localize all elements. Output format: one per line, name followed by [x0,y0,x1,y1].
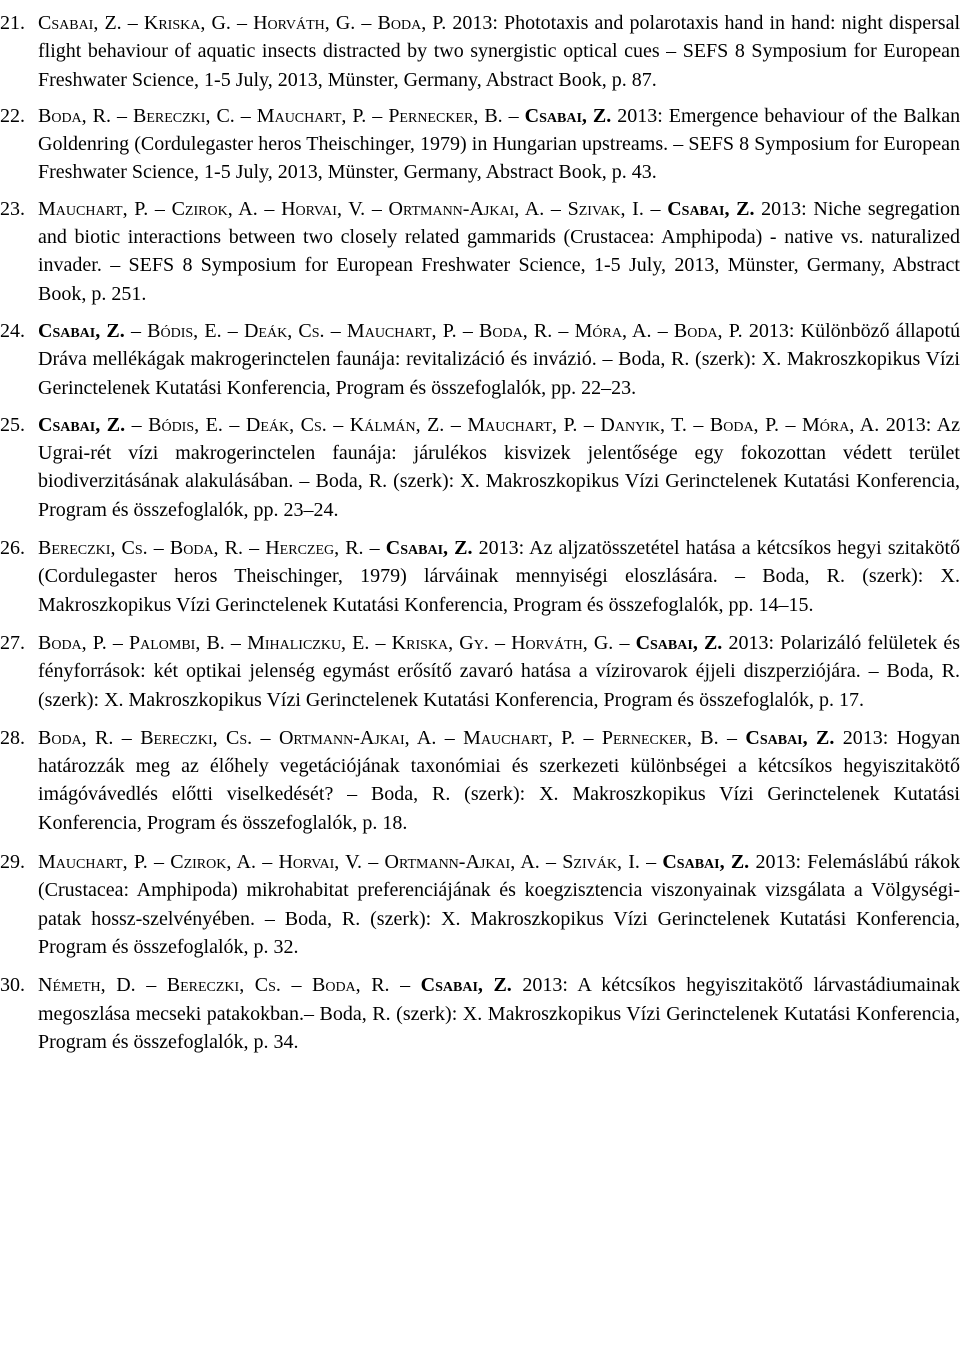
reference-author: Boda, R. [479,319,553,342]
reference-author: Szivak, I. [567,197,644,220]
reference-author: Ortmann-Ajkai, A. [388,197,545,220]
author-separator: – [255,851,279,874]
author-separator: – [575,726,602,749]
reference-author: Csabai, Z. [745,726,835,749]
author-separator: – [147,851,171,874]
reference-author: Boda, P. [673,319,743,342]
reference-author: Boda, P. [38,631,107,654]
reference-entry [0,971,960,1056]
reference-entry [0,848,960,961]
reference-author: Ortmann-Ajkai, A. [384,851,540,874]
author-separator: – [539,851,563,874]
reference-author: Bereczki, Cs. [140,726,253,749]
author-separator: – [365,197,389,220]
author-separator: – [436,726,464,749]
reference-number: 27. [0,631,25,654]
author-separator: – [552,319,575,342]
reference-author: Bereczki, Cs. [166,974,281,997]
author-separator: – [125,413,149,436]
reference-author: Csabai, Z. [667,197,755,220]
reference-entry [0,411,960,524]
reference-number: 22. [0,104,25,127]
reference-number: 29. [0,851,25,874]
reference-entry [0,534,960,619]
reference-number: 26. [0,537,25,560]
author-separator: – [444,413,468,436]
reference-author: Horvai, V. [278,851,363,874]
reference-body [38,317,960,402]
author-separator: – [257,197,282,220]
reference-author: Horváth, G. [511,631,614,654]
reference-author: Bódis, E. [148,413,223,436]
reference-author: Csabai, Z. [635,631,723,654]
reference-text: 2013: Az Ugrai-rét vízi makrogerinctelen faunája: járulékos kisvizek jelentősége egy fokozottan védett terület biodiverzitásának alakulásában. – Boda, R. (szerk): X. Makroszkopikus Vízi Gerinctelenek Kutatási Konferencia, Program és összefoglalók, pp. 23–24. [38,413,960,521]
reference-author: Boda, R. [169,537,244,560]
reference-body [38,102,960,187]
publication-list-page [0,9,960,1372]
author-separator: – [363,537,386,560]
reference-entry [0,724,960,837]
reference-entry [0,9,960,94]
author-separator: – [113,726,141,749]
reference-text: 2013: Emergence behaviour of the Balkan Goldenring (Cordulegaster heros Theischinger, 1979) in Hungarian upstreams. – SEFS 8 Symposium for European Freshwater Science, 1-5 July, 2013, Münster, Germany, Abstract Book, p. 43. [38,104,960,184]
reference-author: Czirok, A. [170,851,256,874]
reference-author: Pernecker, B. [388,104,503,127]
reference-number: 21. [0,12,25,34]
author-separator: – [106,631,129,654]
reference-author: Horvai, V. [281,197,366,220]
author-separator: – [686,413,710,436]
author-separator: – [326,413,350,436]
reference-text: 2013: Niche segregation and biotic interactions between two closely related gammarids (Crustacea: Amphipoda) - native vs. naturalized invader. – SEFS 8 Symposium for European Freshwater Science, 1-5 July, 2013, Münster, Germany, Abstract Book, p. 251. [38,197,960,305]
reference-author: Palombi, B. [128,631,225,654]
author-separator: – [639,851,663,874]
author-separator: – [544,197,568,220]
reference-author: Deák, Cs. [243,319,325,342]
author-separator: – [362,851,385,874]
author-separator: – [369,631,392,654]
reference-author: Boda, R. [312,974,390,997]
reference-author: Pernecker, B. [601,726,719,749]
reference-text: 2013: Az aljzatösszetétel hatása a kétcsíkos hegyi szitakötő (Cordulegaster heros Theischinger, 1979) lárváinak mennyiségi eloszlására. – Boda, R. (szerk): X. Makroszkopikus Vízi Gerinctelenek Kutatási Konferencia, Program és összefoglalók, pp. 14–15. [38,537,960,616]
reference-author: Mauchart, P. [256,104,367,127]
reference-text: 2013: Polarizáló felületek és fényforrások: két optikai jelenség egymást erősítő zavaró hatása a vízirovarok éjjeli diszperziójára. – Boda, R. (szerk): X. Makroszkopikus Vízi Gerinctelenek Kutatási Konferencia, Program és összefoglalók, p. 17. [38,631,960,711]
reference-number: 24. [0,319,25,342]
reference-author: Mauchart, P. [463,726,576,749]
reference-text: 2013: Phototaxis and polarotaxis hand in hand: night dispersal flight behaviour of aquatic insects distracted by two synergistic optical cues – SEFS 8 Symposium for European Freshwater Science, 1-5 July, 2013, Münster, Germany, Abstract Book, p. 87. [38,12,960,91]
reference-text: 2013: Hogyan határozzák meg az élőhely vegetációjának taxonómiai és szerkezeti különbségei a kétcsíkos hegyiszitakötő imágóvávedlés előtti viselkedését? – Boda, R. (szerk): X. Makroszkopikus Vízi Gerinctelenek Kutatási Konferencia, Program és összefoglalók, p. 18. [38,726,960,834]
reference-author: Csabai, Z. [385,537,473,560]
author-separator: – [111,104,134,127]
reference-author: Móra, A. [802,413,880,436]
author-separator: – [148,197,172,220]
reference-author: Csabai, Z. [662,851,750,874]
author-separator: – [135,974,167,997]
reference-body [38,9,960,94]
reference-author: Csabai, Z. [38,319,125,342]
reference-author: Mauchart, P. [38,197,149,220]
author-separator: – [234,104,257,127]
reference-number: 30. [0,974,25,997]
reference-author: Bereczki, C. [133,104,235,127]
reference-author: Csabai, Z. [38,12,122,34]
author-separator: – [366,104,389,127]
reference-author: Ortmann-Ajkai, A. [278,726,437,749]
reference-body [38,724,960,837]
author-separator: – [778,413,803,436]
reference-number: 23. [0,197,25,220]
reference-author: Csabai, Z. [420,974,512,997]
author-separator: – [230,12,254,34]
reference-text: 2013: A kétcsíkos hegyiszitakötő lárvastádiumainak megoszlása mecseki patakokban.– Boda, R. (szerk): X. Makroszkopikus Vízi Gerinctelenek Kutatási Konferencia, Program és összefoglalók, p. 34. [38,974,960,1053]
reference-author: Herczeg, R. [265,537,364,560]
reference-author: Mihaliczku, E. [247,631,370,654]
author-separator: – [121,12,144,34]
reference-author: Bereczki, Cs. [38,537,148,560]
reference-author: Németh, D. [38,974,136,997]
author-separator: – [280,974,312,997]
author-separator: – [224,631,248,654]
reference-number: 25. [0,413,25,436]
reference-entry [0,629,960,714]
author-separator: – [643,197,668,220]
author-separator: – [243,537,266,560]
reference-body [38,971,960,1056]
reference-body [38,411,960,524]
author-separator: – [456,319,480,342]
reference-text: 2013: Felemáslábú rákok (Crustacea: Amphipoda) mikrohabitat preferenciájának és koegzisztencia viszonyainak vizsgálata a Völgységi-patak hossz-szelvényében. – Boda, R. (szerk): X. Makroszkopikus Vízi Gerinctelenek Kutatási Konferencia, Program és összefoglalók, p. 32. [38,851,960,958]
reference-author: Boda, R. [38,726,114,749]
reference-author: Boda, R. [38,104,112,127]
reference-text: 2013: Különböző állapotú Dráva mellékágak makrogerinctelen faunája: revitalizáció és invázió. – Boda, R. (szerk): X. Makroszkopikus Vízi Gerinctelenek Kutatási Konferencia, Program és összefoglalók, pp. 22–23. [38,319,960,399]
reference-author: Deák, Cs. [245,413,327,436]
author-separator: – [222,413,246,436]
reference-author: Horváth, G. [253,12,356,34]
reference-author: Danyik, T. [600,413,687,436]
reference-author: Kriska, Gy. [391,631,489,654]
author-separator: – [389,974,421,997]
reference-author: Kálmán, Z. [349,413,445,436]
reference-author: Mauchart, P. [467,413,578,436]
reference-author: Mauchart, P. [38,851,148,874]
author-separator: – [613,631,636,654]
author-separator: – [502,104,525,127]
author-separator: – [324,319,347,342]
reference-author: Mauchart, P. [346,319,457,342]
author-separator: – [651,319,674,342]
reference-entry [0,102,960,187]
reference-author: Bódis, E. [147,319,222,342]
reference-body [38,534,960,619]
reference-author: Csabai, Z. [38,413,126,436]
reference-author: Szivák, I. [562,851,640,874]
reference-author: Móra, A. [574,319,652,342]
reference-number: 28. [0,726,25,749]
reference-body [38,195,960,308]
reference-body [38,629,960,714]
author-separator: – [221,319,244,342]
author-separator: – [355,12,378,34]
reference-entry [0,317,960,402]
reference-author: Czirok, A. [171,197,258,220]
author-separator: – [252,726,279,749]
author-separator: – [147,537,170,560]
reference-body [38,848,960,961]
author-separator: – [488,631,512,654]
publication-list [0,9,960,1056]
author-separator: – [124,319,148,342]
reference-author: Csabai, Z. [524,104,612,127]
author-separator: – [718,726,746,749]
reference-entry [0,195,960,308]
reference-author: Kriska, G. [143,12,231,34]
author-separator: – [577,413,601,436]
reference-author: Boda, P. [709,413,779,436]
reference-author: Boda, P. [377,12,447,34]
